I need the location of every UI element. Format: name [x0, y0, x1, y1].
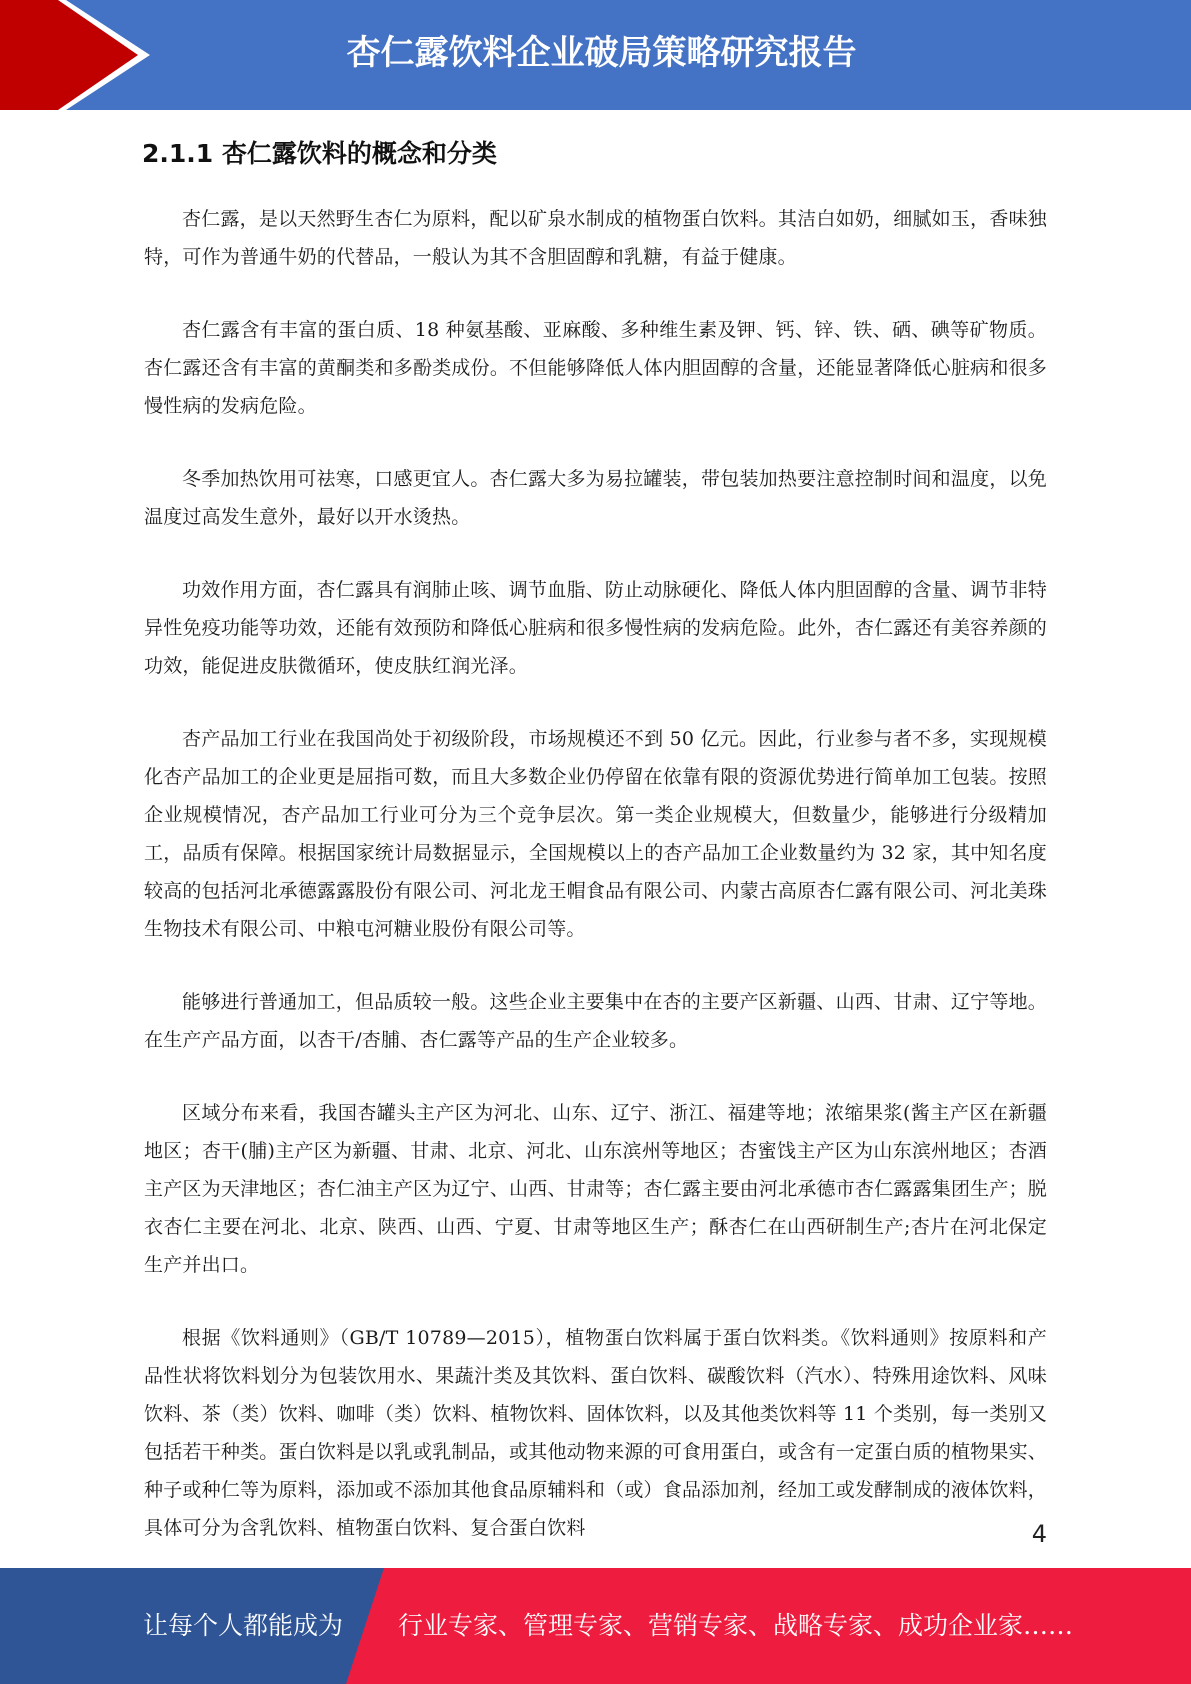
paragraph: 能够进行普通加工，但品质较一般。这些企业主要集中在杏的主要产区新疆、山西、甘肃、辽宁等地。在生产产品方面，以杏干/杏脯、杏仁露等产品的生产企业较多。 [144, 991, 1047, 1051]
page-footer-band [0, 1568, 1191, 1684]
page-header-band [0, 0, 1191, 110]
paragraph: 杏仁露含有丰富的蛋白质、18 种氨基酸、亚麻酸、多种维生素及钾、钙、锌、铁、硒、碘等矿物质。杏仁露还含有丰富的黄酮类和多酚类成份。不但能够降低人体内胆固醇的含量，还能显著降低心脏病和很多慢性病的发病危险。 [144, 319, 1047, 417]
paragraph: 杏产品加工行业在我国尚处于初级阶段，市场规模还不到 50 亿元。因此，行业参与者不多，实现规模化杏产品加工的企业更是屈指可数，而且大多数企业仍停留在依靠有限的资源优势进行简单加工包装。按照企业规模情况，杏产品加工行业可分为三个竞争层次。第一类企业规模大，但数量少，能够进行分级精加工，品质有保障。根据国家统计局数据显示，全国规模以上的杏产品加工企业数量约为 32 家，其中知名度较高的包括河北承德露露股份有限公司、河北龙王帽食品有限公司、内蒙古高原杏仁露有限公司、河北美珠生物技术有限公司、中粮屯河糖业股份有限公司等。 [144, 728, 1047, 940]
footer-slogan-right: 行业专家、管理专家、营销专家、战略专家、成功企业家…… [398, 1611, 1074, 1640]
report-title: 杏仁露饮料企业破局策略研究报告 [346, 33, 857, 73]
section-heading: 2.1.1 杏仁露饮料的概念和分类 [142, 139, 497, 168]
paragraph: 区域分布来看，我国杏罐头主产区为河北、山东、辽宁、浙江、福建等地；浓缩果浆(酱主产区在新疆地区；杏干(脯)主产区为新疆、甘肃、北京、河北、山东滨州等地区；杏蜜饯主产区为山东滨州地区；杏酒主产区为天津地区；杏仁油主产区为辽宁、山西、甘肃等；杏仁露主要由河北承德市杏仁露露集团生产；脱衣杏仁主要在河北、北京、陕西、山西、宁夏、甘肃等地区生产；酥杏仁在山西研制生产;杏片在河北保定生产并出口。 [144, 1102, 1047, 1276]
paragraph: 根据《饮料通则》（GB/T 10789—2015），植物蛋白饮料属于蛋白饮料类。《饮料通则》按原料和产品性状将饮料划分为包装饮用水、果蔬汁类及其饮料、蛋白饮料、碳酸饮料（汽水）、特殊用途饮料、风味饮料、茶（类）饮料、咖啡（类）饮料、植物饮料、固体饮料，以及其他类饮料等 11 个类别，每一类别又包括若干种类。蛋白饮料是以乳或乳制品，或其他动物来源的可食用蛋白，或含有一定蛋白质的植物果实、种子或种仁等为原料，添加或不添加其他食品原辅料和（或）食品添加剂，经加工或发酵制成的液体饮料，具体可分为含乳饮料、植物蛋白饮料、复合蛋白饮料 [144, 1327, 1047, 1539]
body-text [144, 200, 1047, 1582]
paragraph: 杏仁露，是以天然野生杏仁为原料，配以矿泉水制成的植物蛋白饮料。其洁白如奶，细腻如玉，香味独特，可作为普通牛奶的代替品，一般认为其不含胆固醇和乳糖，有益于健康。 [144, 208, 1047, 268]
page-number: 4 [1031, 1520, 1047, 1548]
paragraph: 冬季加热饮用可祛寒，口感更宜人。杏仁露大多为易拉罐装，带包装加热要注意控制时间和温度，以免温度过高发生意外，最好以开水烫热。 [144, 468, 1047, 528]
paragraph: 功效作用方面，杏仁露具有润肺止咳、调节血脂、防止动脉硬化、降低人体内胆固醇的含量、调节非特异性免疫功能等功效，还能有效预防和降低心脏病和很多慢性病的发病危险。此外，杏仁露还有美容养颜的功效，能促进皮肤微循环，使皮肤红润光泽。 [144, 579, 1047, 677]
footer-slogan-left: 让每个人都能成为 [143, 1611, 344, 1640]
